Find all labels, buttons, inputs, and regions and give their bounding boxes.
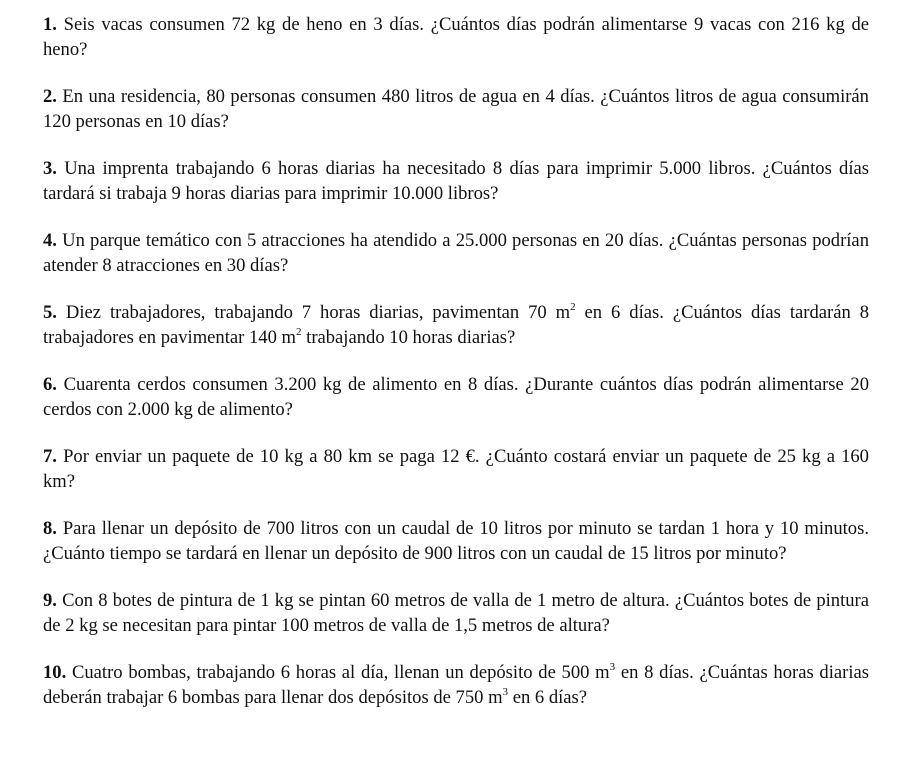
problem-number: 4. [43, 230, 57, 251]
exponent: 3 [502, 685, 509, 698]
problem-number: 3. [43, 158, 57, 179]
problem-text: Un parque temático con 5 atracciones ha atendido a 25.000 personas en 20 días. ¿Cuántas personas podrían atender 8 atracciones en 30 días? [43, 230, 869, 276]
problem-text: Con 8 botes de pintura de 1 kg se pintan 60 metros de valla de 1 metro de altura. ¿Cuántos botes de pintura de 2 kg se necesitan para pintar 100 metros de valla de 1,5 metros de altura? [43, 590, 869, 636]
problem-text: Cuarenta cerdos consumen 3.200 kg de alimento en 8 días. ¿Durante cuántos días podrán alimentarse 20 cerdos con 2.000 kg de alimento? [43, 374, 869, 420]
problem-number: 1. [43, 14, 57, 35]
problem-number: 5. [43, 302, 57, 323]
problem-number: 9. [43, 590, 57, 611]
problem-text: en 6 días. ¿Cuántos días tardarán 8 trabajadores en pavimentar 140 m [43, 302, 870, 348]
problem-8 [43, 516, 869, 566]
problem-number: 2. [43, 86, 57, 107]
problem-7 [43, 444, 869, 494]
problem-text: Cuatro bombas, trabajando 6 horas al día, llenan un depósito de 500 m [71, 662, 610, 683]
problem-text: Seis vacas consumen 72 kg de heno en 3 días. ¿Cuántos días podrán alimentarse 9 vacas con 216 kg de heno? [43, 14, 870, 60]
problem-2 [43, 84, 869, 134]
problem-text: Por enviar un paquete de 10 kg a 80 km se paga 12 €. ¿Cuánto costará enviar un paquete de 25 kg a 160 km? [43, 446, 869, 492]
problem-text: Para llenar un depósito de 700 litros con un caudal de 10 litros por minuto se tardan 1 hora y 10 minutos. ¿Cuánto tiempo se tardará en llenar un depósito de 900 litros con un caudal de 15 litros por minuto? [43, 518, 869, 564]
problem-text: en 6 días? [508, 687, 588, 708]
problem-6 [43, 372, 869, 422]
exponent: 2 [296, 325, 302, 338]
problem-3 [43, 156, 869, 206]
problem-text: Una imprenta trabajando 6 horas diarias ha necesitado 8 días para imprimir 5.000 libros. ¿Cuántos días tardará si trabaja 9 horas diarias para imprimir 10.000 libros? [43, 158, 870, 204]
problem-number: 8. [43, 518, 57, 539]
problem-4 [43, 228, 869, 278]
problem-9 [43, 588, 869, 638]
exercise-sheet [43, 12, 869, 732]
problem-1 [43, 12, 869, 62]
problem-text: en 8 días. ¿Cuántas horas diarias deberán trabajar 6 bombas para llenar dos depósitos de 750 m [43, 662, 869, 708]
problem-number: 6. [43, 374, 57, 395]
exponent: 3 [609, 660, 616, 673]
problem-10 [43, 660, 869, 710]
problem-number: 10. [43, 662, 67, 683]
problem-text: Diez trabajadores, trabajando 7 horas diarias, pavimentan 70 m [65, 302, 571, 323]
exponent: 2 [570, 300, 576, 313]
problem-number: 7. [43, 446, 57, 467]
problem-text: En una residencia, 80 personas consumen 480 litros de agua en 4 días. ¿Cuántos litros de agua consumirán 120 personas en 10 días? [43, 86, 869, 132]
problem-text: trabajando 10 horas diarias? [301, 327, 516, 348]
problem-5 [43, 300, 869, 350]
